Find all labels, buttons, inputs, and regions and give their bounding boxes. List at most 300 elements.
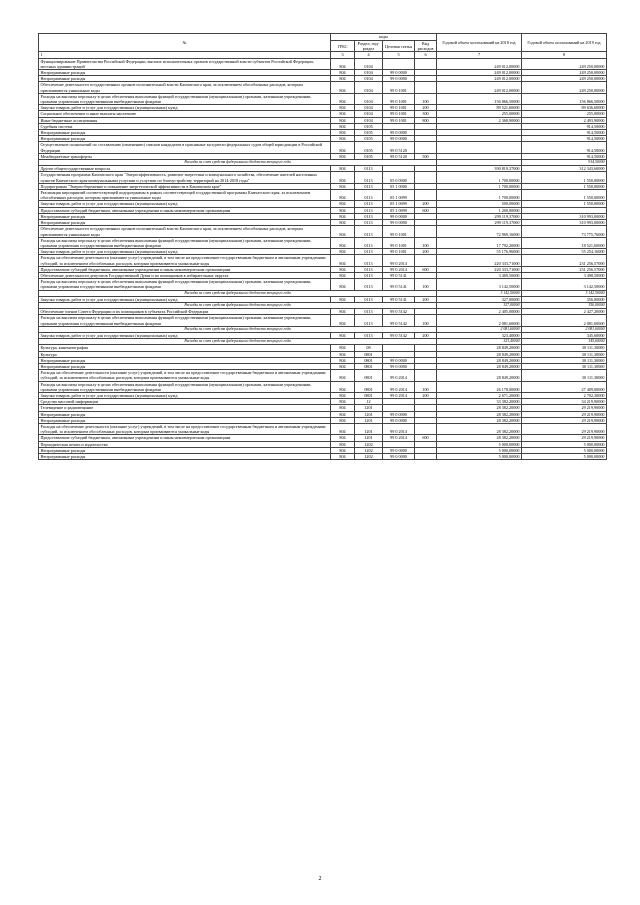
amount-2018: 17 792,20000 xyxy=(437,237,522,248)
amount-2019: 1 550,00000 xyxy=(522,172,607,183)
amount-2018: 28 849,20000 xyxy=(437,351,522,357)
item-name: Закупка товаров, работ и услуг для государственных (муниципальных) нужд xyxy=(39,332,331,338)
table-row xyxy=(39,142,607,153)
table-row xyxy=(39,237,607,248)
section-code: 0113 xyxy=(355,237,383,248)
amount-2018: 28 849,20000 xyxy=(437,357,522,363)
table-row xyxy=(39,279,607,290)
target-code: 99 0 5142 xyxy=(383,332,415,338)
budget-table xyxy=(38,33,607,460)
header-codes: коды xyxy=(331,34,437,41)
amount-2018: 249 012,00000 xyxy=(437,82,522,93)
grbs-code: 804 xyxy=(331,381,355,392)
amount-2019: 249 250,00000 xyxy=(522,82,607,93)
section-code: 0105 xyxy=(355,142,383,153)
section-code: 0105 xyxy=(355,153,383,159)
amount-2019: 231 256,57000 xyxy=(522,255,607,266)
item-name: Культура, кинематография xyxy=(39,345,331,351)
section-code: 0113 xyxy=(355,226,383,237)
grbs-code: 804 xyxy=(331,93,355,104)
amount-2019: 310 993,00000 xyxy=(522,213,607,219)
amount-2019: 5 000,00000 xyxy=(522,441,607,447)
amount-2019: 55 254,16000 xyxy=(522,249,607,255)
amount-2018 xyxy=(437,142,522,153)
target-code: 99 0 0000 xyxy=(383,220,415,226)
amount-2019: 29 219,90000 xyxy=(522,417,607,423)
table-row xyxy=(39,315,607,326)
amount-2019: 356,00000 xyxy=(522,302,607,308)
target-code: 99 0 2014 xyxy=(383,255,415,266)
amount-2019: 231 256,57000 xyxy=(522,266,607,272)
amount-2019: 29 219,90000 xyxy=(522,424,607,435)
amount-2018: 28 382,20000 xyxy=(437,411,522,417)
target-code: 05 1 0099 xyxy=(383,207,415,213)
grbs-code: 804 xyxy=(331,296,355,302)
item-name: Расходы на выплаты персоналу в целях обеспечения выполнения функций государственными (муниципальными) органами, казенными учреждениями, органами управления государственными внебюджетными фондами xyxy=(39,237,331,248)
header-grbs: ГРБС xyxy=(331,41,355,52)
target-code: 99 0 2014 xyxy=(383,435,415,441)
section-code: 0113 xyxy=(355,315,383,326)
target-code: 99 0 5142 xyxy=(383,309,415,315)
table-row xyxy=(39,424,607,435)
amount-2018: 33 382,20000 xyxy=(437,399,522,405)
amount-2018: 28 382,20000 xyxy=(437,424,522,435)
target-code: 99 0 0000 xyxy=(383,357,415,363)
amount-2018: 327,00000 xyxy=(437,302,522,308)
item-name: Непрограммные расходы xyxy=(39,70,331,76)
section-code: 1202 xyxy=(355,441,383,447)
grbs-code: 804 xyxy=(331,370,355,381)
amount-2019: 249 250,00000 xyxy=(522,76,607,82)
amount-2019: 3 498,50000 xyxy=(522,272,607,278)
item-name: Социальное обеспечение и иные выплаты населению xyxy=(39,111,331,117)
amount-2019: 249 250,00000 xyxy=(522,70,607,76)
target-code: 99 0 0000 xyxy=(383,411,415,417)
target-code: 99 0 5141 xyxy=(383,279,415,290)
expense-type-code: 100 xyxy=(415,381,437,392)
section-code: 0104 xyxy=(355,105,383,111)
target-code: 99 0 0000 xyxy=(383,76,415,82)
amount-2019: 3 142,50000 xyxy=(522,290,607,296)
grbs-code: 804 xyxy=(331,315,355,326)
target-code: 99 0 1001 xyxy=(383,249,415,255)
item-name: Непрограммные расходы xyxy=(39,363,331,369)
amount-2019: 18 521,60000 xyxy=(522,237,607,248)
item-name: Подпрограмма "Энергосбережение и повышение энергетической эффективности в Камчатском крае" xyxy=(39,183,331,189)
table-row xyxy=(39,255,607,266)
item-name: Расходы на выплаты персоналу в целях обеспечения выполнения функций государственными (муниципальными) органами, казенными учреждениями, органами управления государственными внебюджетными фондами xyxy=(39,381,331,392)
amount-2018: 28 382,20000 xyxy=(437,405,522,411)
budget-sheet xyxy=(38,33,606,460)
grbs-code: 804 xyxy=(331,142,355,153)
amount-2019: 27 409,00000 xyxy=(522,381,607,392)
target-code: 99 0 5141 xyxy=(383,296,415,302)
table-body xyxy=(39,58,607,460)
amount-2019: 34 219,90000 xyxy=(522,399,607,405)
target-code: 99 0 2014 xyxy=(383,381,415,392)
section-code: 0113 xyxy=(355,255,383,266)
section-code: 0104 xyxy=(355,82,383,93)
amount-2019: 89 636,60000 xyxy=(522,105,607,111)
item-name: Периодическая печать и издательства xyxy=(39,441,331,447)
target-code: 99 0 0000 xyxy=(383,417,415,423)
amount-2019: 30 111,30000 xyxy=(522,357,607,363)
amount-2018: 3 142,50000 xyxy=(437,290,522,296)
section-code: 1201 xyxy=(355,424,383,435)
header-num: № xyxy=(39,34,331,52)
expense-type-code xyxy=(415,370,437,381)
item-name: Расходы на обеспечение деятельности (оказание услуг) учреждений, в том числе на предоставление государственным бюджетным и автономным учреждениям субсидий, за исключением обособленных расходов, которым присваиваются уникальные коды xyxy=(39,370,331,381)
note-text: Расходы за счет средств федерального бюджета текущего года xyxy=(39,302,437,308)
section-code: 0113 xyxy=(355,309,383,315)
section-code: 0113 xyxy=(355,249,383,255)
target-code: 99 0 0000 xyxy=(383,447,415,453)
header-section: Раздел, под-раздел xyxy=(355,41,383,52)
expense-type-code: 300 xyxy=(415,111,437,117)
table-row xyxy=(39,93,607,104)
amount-2019: 914,50000 xyxy=(522,153,607,159)
amount-2018: 390 819,37000 xyxy=(437,166,522,172)
expense-type-code xyxy=(415,424,437,435)
section-code: 1201 xyxy=(355,417,383,423)
amount-2018: 28 849,20000 xyxy=(437,345,522,351)
section-code: 08 xyxy=(355,345,383,351)
target-code: 99 0 5142 xyxy=(383,315,415,326)
table-row xyxy=(39,172,607,183)
amount-2018: 55 176,96000 xyxy=(437,249,522,255)
column-index: 8 xyxy=(522,52,607,58)
amount-2019: 2 702,30000 xyxy=(522,392,607,398)
grbs-code: 804 xyxy=(331,136,355,142)
amount-2018: 1 700,00000 xyxy=(437,172,522,183)
item-name: Предоставление субсидий бюджетным, автономным учреждениям и иным некоммерческим организациям xyxy=(39,435,331,441)
grbs-code: 804 xyxy=(331,111,355,117)
section-code: 0801 xyxy=(355,351,383,357)
amount-2018: 500,00000 xyxy=(437,201,522,207)
grbs-code: 804 xyxy=(331,454,355,460)
section-code: 12 xyxy=(355,399,383,405)
item-name: Непрограммные расходы xyxy=(39,220,331,226)
expense-type-code: 100 xyxy=(415,315,437,326)
item-name: Закупка товаров, работ и услуг для государственных (муниципальных) нужд xyxy=(39,201,331,207)
section-code: 0113 xyxy=(355,272,383,278)
grbs-code: 804 xyxy=(331,345,355,351)
amount-2019: 3 142,50000 xyxy=(522,279,607,290)
amount-2019: 156 866,50000 xyxy=(522,93,607,104)
expense-type-code: 200 xyxy=(415,249,437,255)
target-code: 99 0 1001 xyxy=(383,82,415,93)
amount-2019: 2 427,20000 xyxy=(522,309,607,315)
target-code: 99 0 0000 xyxy=(383,136,415,142)
item-name: Закупка товаров, работ и услуг для государственных (муниципальных) нужд xyxy=(39,296,331,302)
target-code: 99 0 2014 xyxy=(383,370,415,381)
section-code: 0105 xyxy=(355,130,383,136)
item-name: Обеспечение деятельности государственных органов исполнительной власти Камчатского края, за исключением обособленных расходов, которым присваиваются уникальные коды xyxy=(39,82,331,93)
item-name: Иные бюджетные ассигнования xyxy=(39,117,331,123)
amount-2018: 28 849,20000 xyxy=(437,363,522,369)
expense-type-code: 600 xyxy=(415,266,437,272)
target-code: 99 0 1001 xyxy=(383,226,415,237)
amount-2018: 28 382,20000 xyxy=(437,435,522,441)
item-name: Государственная программа Камчатского края "Энергоэффективность, развитие энергетики и коммунального хозяйства, обеспечение жителей населенных пунктов Камчатского края коммунальными услугами и услугами по благоустройству территорий на 2014-2018 годы" xyxy=(39,172,331,183)
amount-2019: 356,00000 xyxy=(522,296,607,302)
target-code: 99 0 0000 xyxy=(383,363,415,369)
amount-2018: 255,00000 xyxy=(437,111,522,117)
item-name: Непрограммные расходы xyxy=(39,447,331,453)
amount-2018: 28 849,20000 xyxy=(437,370,522,381)
amount-2018: 327,00000 xyxy=(437,296,522,302)
target-code: 99 0 2014 xyxy=(383,424,415,435)
item-name: Закупка товаров, работ и услуг для государственных (муниципальных) нужд xyxy=(39,249,331,255)
amount-2018: 220 333,71000 xyxy=(437,255,522,266)
section-code: 0801 xyxy=(355,392,383,398)
section-code: 0104 xyxy=(355,70,383,76)
note-text: Расходы за счет средств федерального бюджета текущего года xyxy=(39,339,437,345)
grbs-code: 804 xyxy=(331,332,355,338)
grbs-code: 804 xyxy=(331,392,355,398)
item-name: Расходы на обеспечение деятельности (оказание услуг) учреждений, в том числе на предоставление государственным бюджетным и автономным учреждениям субсидий, за исключением обособленных расходов, которым присваиваются уникальные коды xyxy=(39,424,331,435)
grbs-code: 804 xyxy=(331,172,355,183)
grbs-code: 804 xyxy=(331,153,355,159)
section-code: 0104 xyxy=(355,58,383,69)
amount-2018: 2 368,90000 xyxy=(437,117,522,123)
target-code: 99 0 0000 xyxy=(383,70,415,76)
item-name: Функционирование Правительства Российской Федерации, высших исполнительных органов государственной власти субъектов Российской Федерации, местных администраций xyxy=(39,58,331,69)
amount-2018: 249 012,00000 xyxy=(437,76,522,82)
amount-2018: 249 012,00000 xyxy=(437,58,522,69)
grbs-code: 804 xyxy=(331,201,355,207)
target-code: 05 1 0099 xyxy=(383,190,415,201)
item-name: Расходы на выплаты персоналу в целях обеспечения выполнения функций государственными (муниципальными) органами, казенными учреждениями, органами управления государственными внебюджетными фондами xyxy=(39,315,331,326)
target-code: 05 1 0000 xyxy=(383,183,415,189)
grbs-code: 804 xyxy=(331,399,355,405)
amount-2018: 1 200,00000 xyxy=(437,207,522,213)
target-code: 99 0 5120 xyxy=(383,142,415,153)
item-name: Расходы на выплаты персоналу в целях обеспечения выполнения функций государственными (муниципальными) органами, казенными учреждениями, органами управления государственными внебюджетными фондами xyxy=(39,93,331,104)
item-name: Межбюджетные трансферты xyxy=(39,153,331,159)
grbs-code: 804 xyxy=(331,183,355,189)
amount-2018: 299 119,37000 xyxy=(437,220,522,226)
amount-2019: 29 219,90000 xyxy=(522,411,607,417)
amount-2019: 5 000,00000 xyxy=(522,454,607,460)
item-name: Другие общегосударственные вопросы xyxy=(39,166,331,172)
amount-2018: 2 671,20000 xyxy=(437,392,522,398)
target-code: 99 0 0000 xyxy=(383,454,415,460)
note-text: Расходы за счет средств федерального бюджета текущего года xyxy=(39,326,437,332)
expense-type-code: 100 xyxy=(415,237,437,248)
grbs-code: 804 xyxy=(331,220,355,226)
section-code: 0113 xyxy=(355,332,383,338)
item-name: Непрограммные расходы xyxy=(39,454,331,460)
target-code: 99 0 5120 xyxy=(383,153,415,159)
amount-2019: 30 111,30000 xyxy=(522,363,607,369)
amount-2019: 249 250,00000 xyxy=(522,58,607,69)
expense-type-code xyxy=(415,172,437,183)
item-name: Непрограммные расходы xyxy=(39,130,331,136)
amount-2019: 255,00000 xyxy=(522,111,607,117)
table-row xyxy=(39,381,607,392)
amount-2019: 29 219,90000 xyxy=(522,435,607,441)
target-code: 99 0 1001 xyxy=(383,105,415,111)
column-index: 6 xyxy=(415,52,437,58)
amount-2018: 1 700,00000 xyxy=(437,190,522,201)
grbs-code: 804 xyxy=(331,255,355,266)
header-2018: Годовой объем ассигнований на 2018 год xyxy=(437,34,522,52)
expense-type-code: 200 xyxy=(415,296,437,302)
expense-type-code: 100 xyxy=(415,93,437,104)
amount-2018: 1 700,00000 xyxy=(437,183,522,189)
amount-2018: 5 000,00000 xyxy=(437,441,522,447)
grbs-code: 804 xyxy=(331,105,355,111)
item-name: Осуществление полномочий по составлению (изменению) списков кандидатов в присяжные заседатели федеральных судов общей юрисдикции в Российской Федерации xyxy=(39,142,331,153)
amount-2018: 156 866,50000 xyxy=(437,93,522,104)
item-name: Непрограммные расходы xyxy=(39,76,331,82)
column-index: 7 xyxy=(437,52,522,58)
grbs-code: 804 xyxy=(331,351,355,357)
header-2019: Годовой объем ассигнований на 2019 год xyxy=(522,34,607,52)
header-vid: Вид расходов xyxy=(415,41,437,52)
item-name: Закупка товаров, работ и услуг для государственных (муниципальных) нужд xyxy=(39,105,331,111)
item-name: Предоставление субсидий бюджетным, автономным учреждениям и иным некоммерческим организациям xyxy=(39,207,331,213)
amount-2019: 2 493,90000 xyxy=(522,117,607,123)
section-code: 0113 xyxy=(355,172,383,183)
section-code: 0105 xyxy=(355,136,383,142)
amount-2019: 2 081,60000 xyxy=(522,315,607,326)
item-name: Непрограммные расходы xyxy=(39,213,331,219)
table-header xyxy=(39,34,607,59)
amount-2018: 89 521,60000 xyxy=(437,105,522,111)
section-code: 0801 xyxy=(355,363,383,369)
amount-2019: 914,50000 xyxy=(522,123,607,129)
grbs-code: 804 xyxy=(331,441,355,447)
item-name: Обеспечение деятельности государственных органов исполнительной власти Камчатского края, за исключением обособленных расходов, которым присваиваются уникальные коды xyxy=(39,226,331,237)
header-target: Целевая статья xyxy=(383,41,415,52)
expense-type-code xyxy=(415,58,437,69)
section-code: 0104 xyxy=(355,93,383,104)
note-text: Расходы за счет средств федерального бюджета текущего года xyxy=(39,290,437,296)
expense-type-code xyxy=(415,255,437,266)
section-code: 0801 xyxy=(355,370,383,381)
amount-2019: 1 550,00000 xyxy=(522,201,607,207)
item-name: Судебная система xyxy=(39,123,331,129)
amount-2019: 30 111,30000 xyxy=(522,345,607,351)
grbs-code: 804 xyxy=(331,357,355,363)
expense-type-code: 200 xyxy=(415,201,437,207)
amount-2018: 2 405,00000 xyxy=(437,309,522,315)
expense-type-code: 600 xyxy=(415,207,437,213)
expense-type-code xyxy=(415,190,437,201)
expense-type-code xyxy=(415,142,437,153)
table-row xyxy=(39,370,607,381)
amount-2019: 30 111,30000 xyxy=(522,370,607,381)
expense-type-code: 800 xyxy=(415,117,437,123)
amount-2018: 323,40000 xyxy=(437,332,522,338)
section-code: 0113 xyxy=(355,220,383,226)
amount-2019: 30 111,30000 xyxy=(522,351,607,357)
amount-2018: 72 969,16000 xyxy=(437,226,522,237)
item-name: Телевидение и радиовещание xyxy=(39,405,331,411)
amount-2018: 3 142,50000 xyxy=(437,279,522,290)
section-code: 0104 xyxy=(355,76,383,82)
amount-2019: 29 219,90000 xyxy=(522,405,607,411)
grbs-code: 804 xyxy=(331,76,355,82)
amount-2019: 1 550,00000 xyxy=(522,183,607,189)
target-code: 99 0 1001 xyxy=(383,237,415,248)
target-code: 05 0 0000 xyxy=(383,172,415,183)
grbs-code: 804 xyxy=(331,166,355,172)
section-code: 0801 xyxy=(355,357,383,363)
section-code: 0105 xyxy=(355,123,383,129)
section-code: 0113 xyxy=(355,279,383,290)
amount-2019: 2 081,60000 xyxy=(522,326,607,332)
section-code: 0104 xyxy=(355,117,383,123)
grbs-code: 804 xyxy=(331,130,355,136)
amount-2019: 914,50000 xyxy=(522,142,607,153)
section-code: 0113 xyxy=(355,296,383,302)
expense-type-code: 200 xyxy=(415,332,437,338)
column-index: 1 xyxy=(39,52,331,58)
table-row xyxy=(39,454,607,460)
amount-2018: 2 081,60000 xyxy=(437,326,522,332)
section-code: 1201 xyxy=(355,411,383,417)
target-code: 99 0 5141 xyxy=(383,272,415,278)
expense-type-code xyxy=(415,226,437,237)
expense-type-code: 600 xyxy=(415,435,437,441)
grbs-code: 804 xyxy=(331,279,355,290)
amount-2018: 5 000,00000 xyxy=(437,454,522,460)
grbs-code: 804 xyxy=(331,226,355,237)
amount-2018: 220 333,71000 xyxy=(437,266,522,272)
amount-2019: 345,60000 xyxy=(522,339,607,345)
expense-type-code: 200 xyxy=(415,105,437,111)
grbs-code: 804 xyxy=(331,309,355,315)
section-code: 1202 xyxy=(355,454,383,460)
amount-2019: 345,60000 xyxy=(522,332,607,338)
expense-type-code xyxy=(415,82,437,93)
grbs-code: 804 xyxy=(331,70,355,76)
grbs-code: 804 xyxy=(331,249,355,255)
grbs-code: 804 xyxy=(331,82,355,93)
expense-type-code xyxy=(415,454,437,460)
amount-2019: 914,50000 xyxy=(522,130,607,136)
target-code: 99 0 0000 xyxy=(383,213,415,219)
column-index: 3 xyxy=(331,52,355,58)
amount-2018: 3 469,50000 xyxy=(437,272,522,278)
grbs-code: 804 xyxy=(331,272,355,278)
amount-2018: 26 178,00000 xyxy=(437,381,522,392)
item-name: Обеспечение деятельности депутатов Государственной Думы и их помощников в избирательных округах xyxy=(39,272,331,278)
amount-2018: 2 081,60000 xyxy=(437,315,522,326)
amount-2019: 73 775,76000 xyxy=(522,226,607,237)
section-code: 0113 xyxy=(355,207,383,213)
expense-type-code: 100 xyxy=(415,279,437,290)
note-text: Расходы за счет средств федерального бюджета текущего года xyxy=(39,160,437,166)
section-code: 0113 xyxy=(355,183,383,189)
grbs-code: 804 xyxy=(331,237,355,248)
amount-2018: 28 382,20000 xyxy=(437,417,522,423)
item-name: Реализация мероприятий соответствующей подпрограммы в рамках соответствующей государственной программы Камчатского края, за исключением обособленных расходов, которым присваиваются уникальные коды xyxy=(39,190,331,201)
amount-2019: 5 000,00000 xyxy=(522,447,607,453)
item-name: Культура xyxy=(39,351,331,357)
amount-2018: 249 012,00000 xyxy=(437,70,522,76)
item-name: Обеспечение членов Совета Федерации и их помощников в субъектах Российской Федерации xyxy=(39,309,331,315)
target-code: 99 0 2014 xyxy=(383,392,415,398)
target-code: 99 0 1001 xyxy=(383,93,415,104)
amount-2019: 1 550,00000 xyxy=(522,190,607,201)
target-code: 99 0 1001 xyxy=(383,117,415,123)
grbs-code: 804 xyxy=(331,190,355,201)
table-row xyxy=(39,226,607,237)
